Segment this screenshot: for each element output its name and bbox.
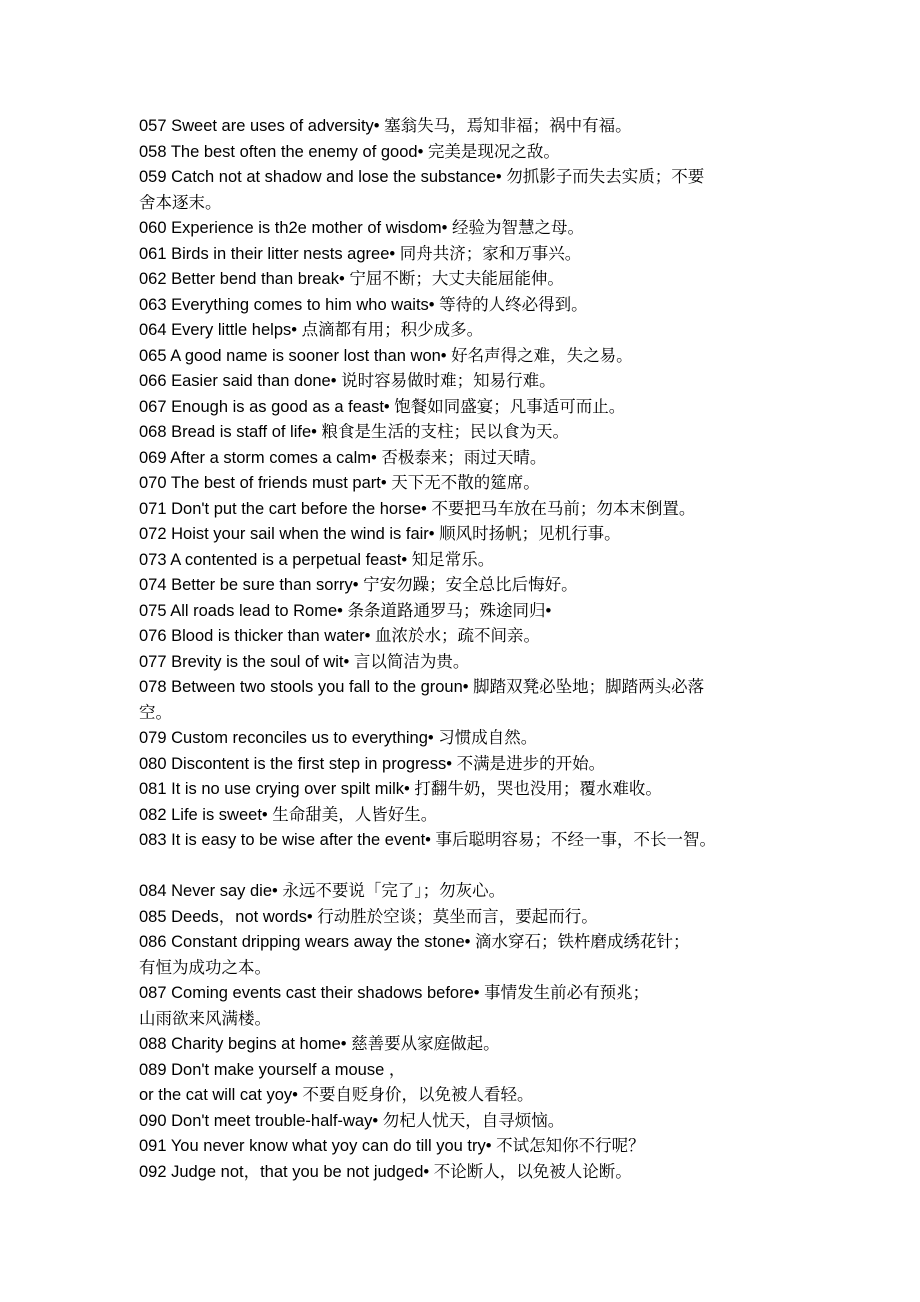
list-item: 空。 [139, 703, 172, 722]
list-item: 091 You never know what yoy can do till you try• 不试怎知你不行呢？ [139, 1137, 645, 1155]
list-item: 068 Bread is staff of life• 粮食是生活的支柱；民以食为天。 [139, 423, 569, 441]
list-item: 076 Blood is thicker than water• 血浓於水；疏不间亲。 [139, 627, 540, 645]
list-item: 071 Don't put the cart before the horse• 不要把马车放在马前；勿本末倒置。 [139, 499, 696, 518]
list-item: 065 A good name is sooner lost than won• 好名声得之难，失之易。 [139, 346, 633, 365]
list-item: 066 Easier said than done• 说时容易做时难；知易行难。 [139, 372, 556, 390]
list-item: 山雨欲来风满楼。 [139, 1009, 271, 1028]
list-item: 057 Sweet are uses of adversity• 塞翁失马，焉知非福；祸中有福。 [139, 117, 632, 135]
list-item: 060 Experience is th2e mother of wisdom• 经验为智慧之母。 [139, 219, 585, 237]
list-item: 088 Charity begins at home• 慈善要从家庭做起。 [139, 1035, 500, 1053]
list-item: 082 Life is sweet• 生命甜美，人皆好生。 [139, 805, 438, 824]
list-item: 078 Between two stools you fall to the groun• 脚踏双凳必坠地；脚踏两头必落 [139, 678, 705, 696]
list-item: 074 Better be sure than sorry• 宁安勿躁；安全总比后悔好。 [139, 576, 578, 594]
list-item: 086 Constant dripping wears away the stone• 滴水穿石；铁杵磨成绣花针； [139, 933, 690, 951]
list-item: 072 Hoist your sail when the wind is fair• 顺风时扬帆；见机行事。 [139, 525, 621, 543]
list-item: 090 Don't meet trouble-half-way• 勿杞人忧天，自寻烦恼。 [139, 1111, 565, 1130]
blank-line [139, 854, 799, 880]
list-item: 089 Don't make yourself a mouse ， [139, 1060, 406, 1079]
list-item: 有恒为成功之本。 [139, 958, 271, 977]
list-item: 062 Better bend than break• 宁屈不断；大丈夫能屈能伸。 [139, 270, 564, 288]
list-item: 061 Birds in their litter nests agree• 同舟共济；家和万事兴。 [139, 244, 582, 263]
list-item: 079 Custom reconciles us to everything• 习惯成自然。 [139, 729, 538, 747]
list-item: 085 Deeds，not words• 行动胜於空谈；莫坐而言，要起而行。 [139, 907, 598, 926]
proverb-list [139, 114, 799, 1185]
list-item: 舍本逐末。 [139, 193, 222, 212]
list-item: 070 The best of friends must part• 天下无不散的筵席。 [139, 474, 540, 492]
list-item: 077 Brevity is the soul of wit• 言以简洁为贵。 [139, 652, 470, 671]
list-item: 084 Never say die• 永远不要说「完了」；勿灰心。 [139, 882, 506, 900]
list-item: 081 It is no use crying over spilt milk• 打翻牛奶，哭也没用；覆水难收。 [139, 780, 662, 798]
list-item: 075 All roads lead to Rome• 条条道路通罗马；殊途同归• [139, 601, 552, 620]
list-item: 080 Discontent is the first step in progress• 不满是进步的开始。 [139, 754, 606, 773]
list-item: 059 Catch not at shadow and lose the substance• 勿抓影子而失去实质；不要 [139, 168, 705, 186]
list-item: 058 The best often the enemy of good• 完美是现况之敌。 [139, 142, 560, 161]
list-item: 073 A contented is a perpetual feast• 知足常乐。 [139, 550, 495, 569]
list-item: 087 Coming events cast their shadows before• 事情发生前必有预兆； [139, 984, 650, 1002]
list-item: 064 Every little helps• 点滴都有用；积少成多。 [139, 321, 484, 339]
list-item: or the cat will cat yoy• 不要自贬身价，以免被人看轻。 [139, 1086, 534, 1104]
list-item: 069 After a storm comes a calm• 否极泰来；雨过天晴。 [139, 448, 547, 467]
list-item: 083 It is easy to be wise after the event• 事后聪明容易；不经一事，不长一智。 [139, 831, 717, 849]
list-item: 063 Everything comes to him who waits• 等待的人终必得到。 [139, 295, 588, 314]
list-item: 092 Judge not，that you be not judged• 不论断人，以免被人论断。 [139, 1162, 632, 1181]
list-item: 067 Enough is as good as a feast• 饱餐如同盛宴；凡事适可而止。 [139, 397, 626, 416]
